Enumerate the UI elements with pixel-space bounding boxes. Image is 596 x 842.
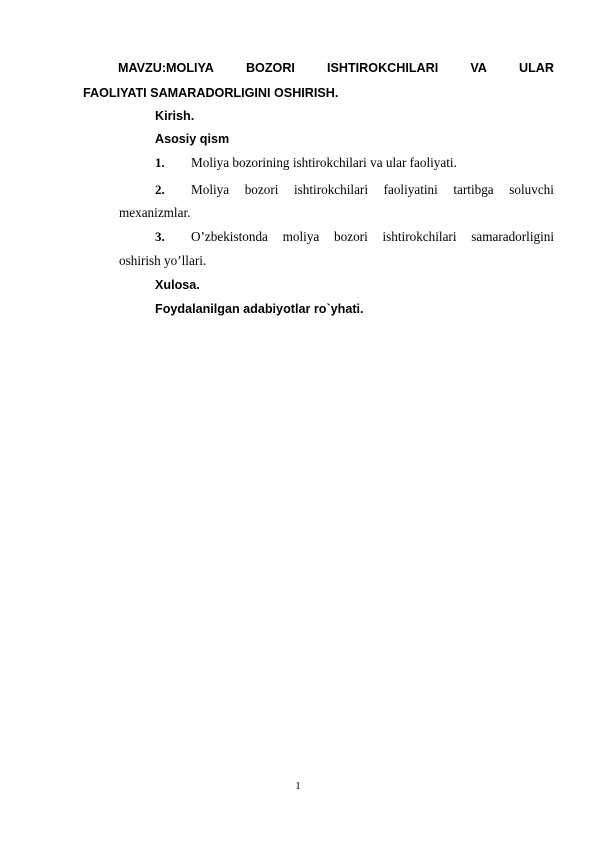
toc-word: bozori <box>244 182 279 197</box>
title-line-1 <box>118 60 554 76</box>
title-word: ISHTIROKCHILARI <box>327 61 439 75</box>
toc-item-number: 3. <box>155 229 165 244</box>
toc-word: soluvchi <box>509 182 554 197</box>
toc-references: Foydalanilgan adabiyotlar ro`yhati. <box>155 302 364 316</box>
toc-conclusion: Xulosa. <box>155 278 200 292</box>
toc-word: tartibga <box>453 182 494 197</box>
title-word: ULAR <box>518 61 554 75</box>
toc-word: moliya <box>282 229 320 244</box>
toc-item-text: Moliya bozorining ishtirokchilari va ular faoliyati. <box>191 155 457 170</box>
title-word: VA <box>470 61 487 75</box>
toc-item-text <box>191 182 554 198</box>
toc-intro: Kirish. <box>155 109 195 123</box>
title-word: MAVZU:MOLIYA <box>118 61 214 75</box>
toc-item-continuation: oshirish yo’llari. <box>119 253 207 268</box>
toc-word: faoliyatini <box>383 182 438 197</box>
page-number: 1 <box>295 780 301 792</box>
toc-word: ishtirokchilari <box>294 182 368 197</box>
toc-item-continuation: mexanizmlar. <box>119 205 191 220</box>
toc-word: Moliya <box>191 182 230 197</box>
toc-main: Asosiy qism <box>155 132 230 146</box>
title-line-2: FAOLIYATI SAMARADORLIGINI OSHIRISH. <box>83 86 339 100</box>
toc-item-number: 2. <box>155 182 165 197</box>
toc-word: bozori <box>334 229 368 244</box>
toc-word: ishtirokchilari <box>382 229 457 244</box>
toc-item-number: 1. <box>155 155 165 170</box>
title-word: BOZORI <box>245 61 295 75</box>
toc-word: O’zbekistonda <box>191 229 268 244</box>
toc-word: samaradorligini <box>471 229 554 244</box>
toc-item-text <box>191 229 554 245</box>
